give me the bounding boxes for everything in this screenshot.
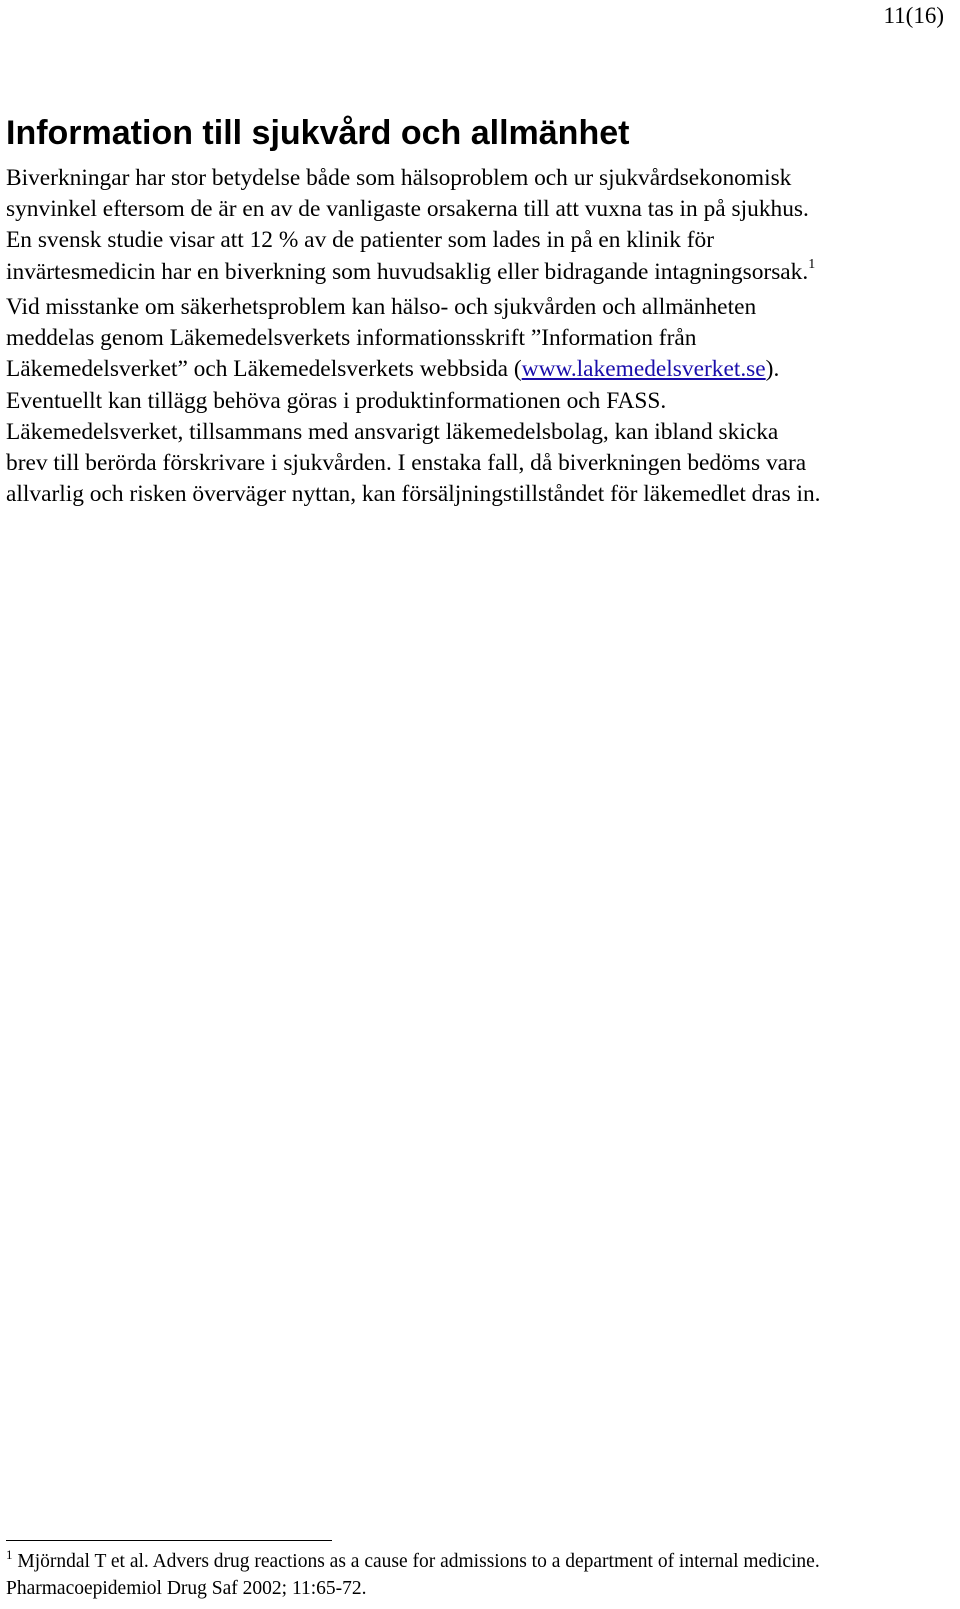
section-heading: Information till sjukvård och allmänhet (6, 114, 630, 152)
paragraph2-line: Eventuellt kan tillägg behöva göras i produktinformationen och FASS. (6, 387, 667, 414)
footnote-line (6, 1548, 820, 1575)
footnote (6, 1548, 820, 1602)
paragraph1-line: Biverkningar har stor betydelse både som hälsoproblem och ur sjukvårdsekonomisk (6, 165, 792, 191)
page-number: 11(16) (883, 3, 944, 28)
paragraph2-line: Läkemedelsverket, tillsammans med ansvarigt läkemedelsbolag, kan ibland skicka (6, 418, 779, 445)
paragraph1-line-text: invärtesmedicin har en biverkning som huvudsaklig eller bidragande intagningsorsak. (6, 258, 809, 285)
footnote-reference[interactable]: 1 (808, 256, 816, 272)
website-link[interactable]: www.lakemedelsverket.se (521, 356, 766, 383)
paragraph2-line: meddelas genom Läkemedelsverkets informationsskrift ”Information från (6, 325, 697, 352)
paragraph1-line-last (6, 257, 956, 288)
paragraph2-line-with-link (6, 354, 956, 385)
footnote-separator (6, 1540, 332, 1541)
paragraph2-line: Vid misstanke om säkerhetsproblem kan hälso- och sjukvården och allmänheten (6, 294, 757, 320)
paragraph-safety-information (6, 292, 956, 510)
paragraph2-line: brev till berörda förskrivare i sjukvården. I enstaka fall, då biverkningen bedöms vara (6, 450, 807, 477)
paragraph2-line-suffix: ). (765, 356, 780, 383)
footnote-citation-text: Mjörndal T et al. Advers drug reactions as a cause for admissions to a department of internal medicine. (17, 1551, 820, 1572)
paragraph1-line: En svensk studie visar att 12 % av de patienter som lades in på en klinik för (6, 227, 715, 254)
paragraph2-line-prefix: Läkemedelsverket” och Läkemedelsverkets webbsida ( (6, 356, 522, 383)
footnote-line: Pharmacoepidemiol Drug Saf 2002; 11:65-72. (6, 1578, 367, 1599)
paragraph2-line: allvarlig och risken överväger nyttan, kan försäljningstillståndet för läkemedlet dras in. (6, 481, 821, 508)
paragraph1-line: synvinkel eftersom de är en av de vanligaste orsakerna till att vuxna tas in på sjukhus. (6, 196, 809, 223)
paragraph-adverse-reactions (6, 163, 956, 288)
footnote-number: 1 (6, 1547, 13, 1562)
